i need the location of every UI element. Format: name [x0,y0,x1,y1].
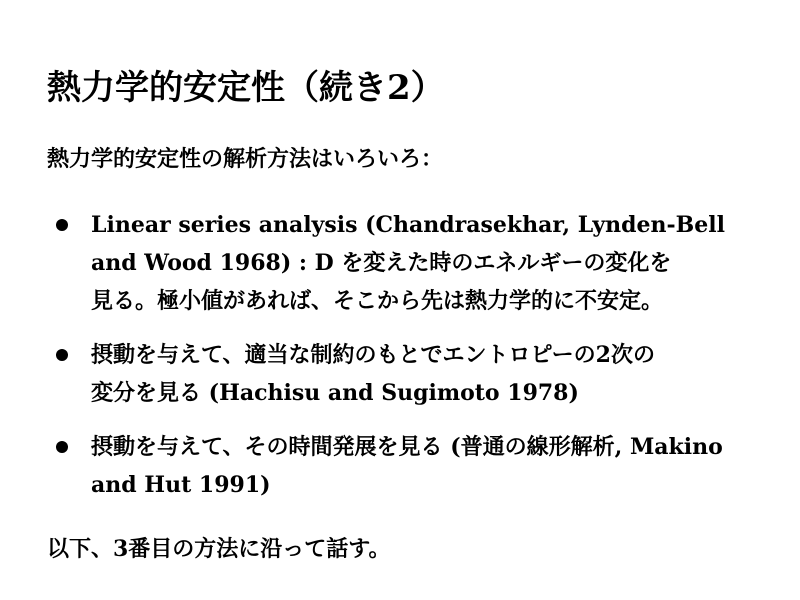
bullet-dot-icon [56,441,68,453]
closing-text: 以下、3番目の方法に沿って話す。 [47,536,391,562]
bullet-line: Linear series analysis (Chandrasekhar, Lynden-Bell [91,212,725,238]
bullet-line: and Wood 1968) : D を変えた時のエネルギーの変化を [91,250,672,276]
bullet-dot-icon [56,219,68,231]
bullet-list [47,206,792,520]
bullet-item-time-evolution [47,428,792,504]
intro-text: 熱力学的安定性の解析方法はいろいろ： [47,146,444,172]
bullet-line: 変分を見る (Hachisu and Sugimoto 1978) [91,380,579,406]
bullet-line: 摂動を与えて、その時間発展を見る (普通の線形解析, Makino [91,434,723,460]
slide-title: 熱力学的安定性（続き2） [47,68,445,108]
bullet-item-linear-series [47,206,792,320]
bullet-line: 見る。極小値があれば、そこから先は熱力学的に不安定。 [91,288,664,314]
bullet-line: 摂動を与えて、適当な制約のもとでエントロピーの2次の [91,342,655,368]
bullet-item-entropy-variation [47,336,792,412]
bullet-dot-icon [56,349,68,361]
bullet-line: and Hut 1991) [91,472,271,498]
